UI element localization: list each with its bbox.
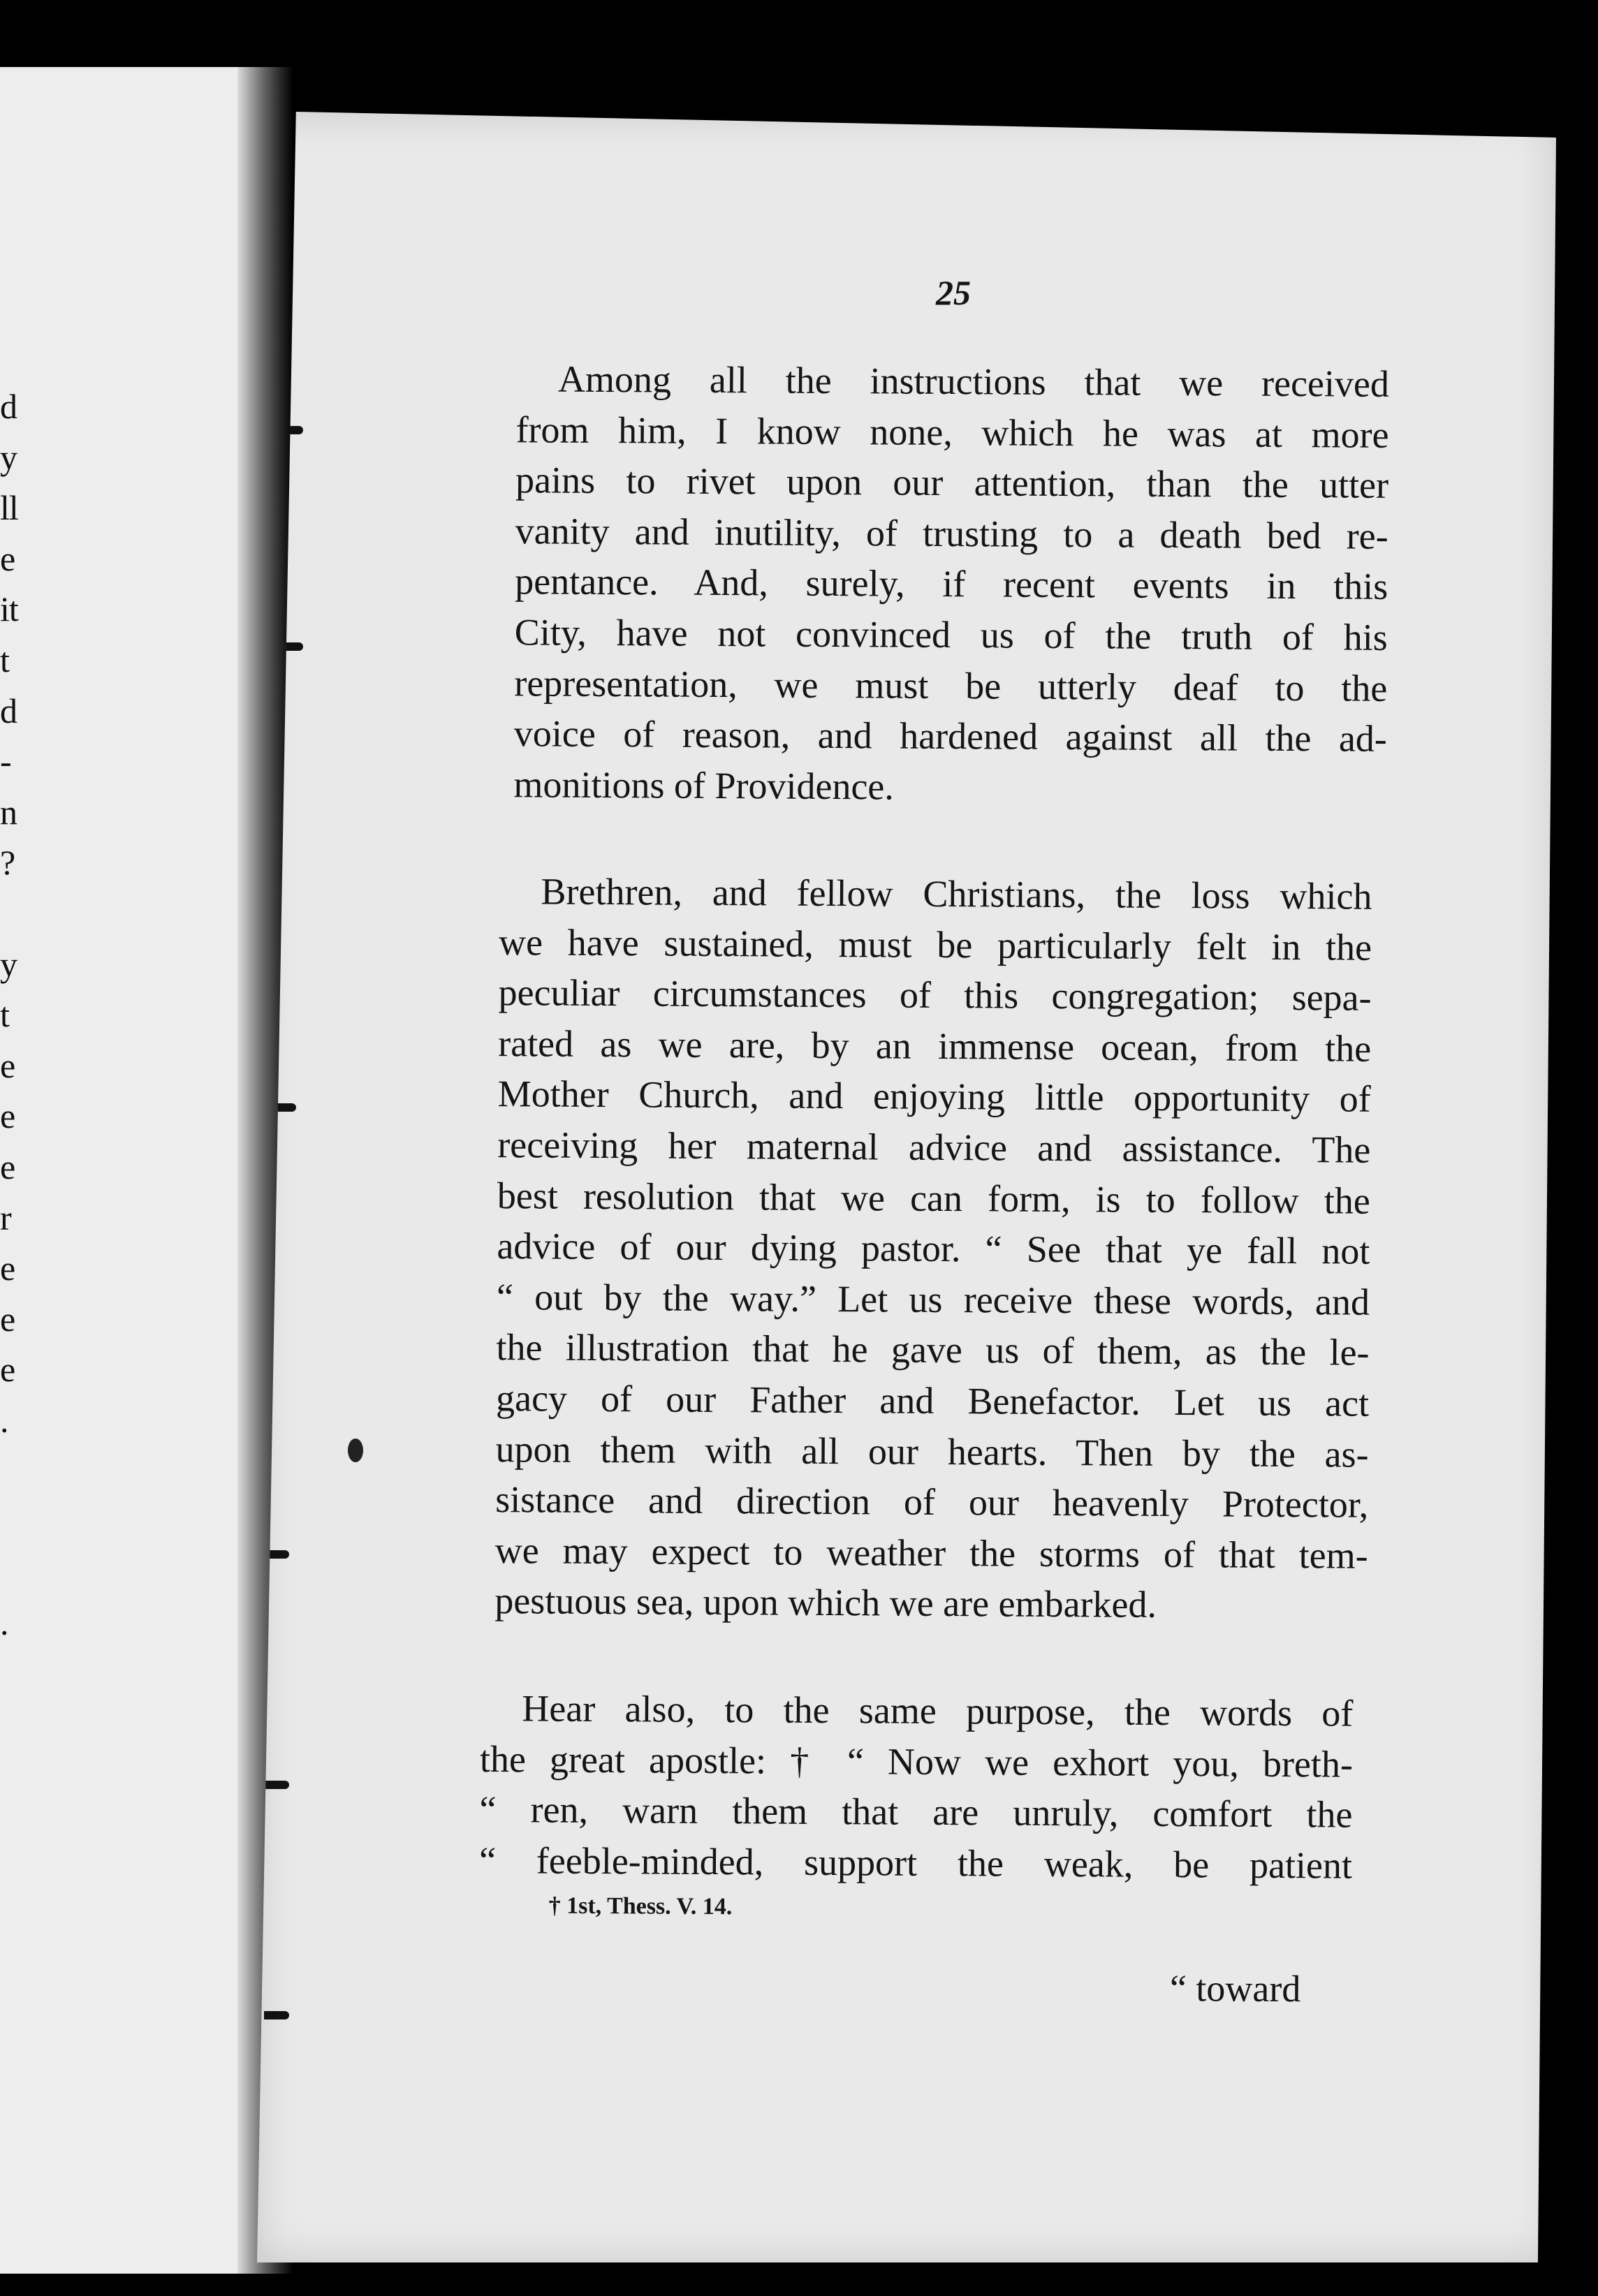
text-line: Brethren, and fellow Christians, the loss which bbox=[541, 870, 1372, 918]
text-line: best resolution that we can form, is to follow the bbox=[497, 1174, 1371, 1222]
text-line: voice of reason, and hardened against all the ad- bbox=[513, 712, 1388, 760]
cut-letter: it bbox=[0, 589, 18, 629]
paragraph bbox=[494, 866, 1372, 1632]
cut-letter: d bbox=[0, 691, 17, 730]
ink-speck bbox=[348, 1438, 363, 1462]
text-line: from him, I know none, which he was at more bbox=[515, 408, 1389, 456]
cut-letter bbox=[0, 1649, 28, 1700]
text-line: sistance and direction of our heavenly Protector, bbox=[495, 1478, 1369, 1526]
text-line: “ out by the way.” Let us receive these words, and bbox=[496, 1275, 1370, 1323]
text-line: Hear also, to the same purpose, the words of bbox=[522, 1687, 1354, 1735]
text-line: peculiar circumstances of this congregation; sepa- bbox=[498, 971, 1372, 1019]
cut-letter bbox=[0, 1699, 28, 1750]
paragraph bbox=[513, 353, 1389, 815]
cut-letter: e bbox=[0, 1249, 15, 1288]
text-line: pains to rivet upon our attention, than the utter bbox=[515, 459, 1389, 507]
cut-letter: t bbox=[0, 640, 9, 679]
cut-letter bbox=[0, 1750, 28, 1801]
text-line: we may expect to weather the storms of that tem- bbox=[494, 1529, 1368, 1577]
cut-letter bbox=[0, 1445, 28, 1496]
text-line: pentance. And, surely, if recent events in this bbox=[515, 560, 1388, 608]
cut-letter: e bbox=[0, 1045, 15, 1085]
cut-letter: e bbox=[0, 1299, 15, 1339]
text-line: upon them with all our hearts. Then by the as- bbox=[495, 1427, 1369, 1476]
cut-letter: t bbox=[0, 995, 9, 1035]
paragraph bbox=[479, 1683, 1354, 1891]
text-line: the great apostle: † “ Now we exhort you, breth- bbox=[479, 1737, 1354, 1786]
cut-letter: e bbox=[0, 1147, 15, 1186]
cut-letter: ? bbox=[0, 843, 15, 883]
text-line: receiving her maternal advice and assistance. The bbox=[497, 1124, 1371, 1171]
catchword: “ toward bbox=[1169, 1967, 1301, 2010]
text-line: the illustration that he gave us of them, as the le- bbox=[496, 1326, 1370, 1374]
left-page-cut-text bbox=[0, 381, 28, 1851]
text-line: Among all the instructions that we received bbox=[557, 358, 1390, 405]
text-line: advice of our dying pastor. “ See that ye fall not bbox=[497, 1225, 1370, 1272]
cut-letter: e bbox=[0, 1350, 15, 1390]
cut-letter bbox=[0, 1496, 28, 1547]
page-number: 25 bbox=[936, 273, 971, 312]
cut-letter: d bbox=[0, 387, 17, 426]
cut-letter: n bbox=[0, 792, 17, 832]
text-line: “ feeble-minded, support the weak, be patient bbox=[478, 1839, 1353, 1887]
cut-letter bbox=[0, 888, 28, 939]
text-line: we have sustained, must be particularly felt in the bbox=[498, 920, 1372, 969]
cut-letter: r bbox=[0, 1198, 11, 1237]
cut-letter bbox=[0, 1547, 28, 1598]
cut-letter: y bbox=[0, 437, 17, 477]
cut-letter: - bbox=[0, 742, 11, 781]
text-line: “ ren, warn them that are unruly, comfort the bbox=[479, 1788, 1353, 1836]
cut-letter: y bbox=[0, 944, 17, 984]
text-line: representation, we must be utterly deaf to the bbox=[514, 661, 1388, 709]
text-line: pestuous sea, upon which we are embarked. bbox=[494, 1580, 1157, 1626]
text-line: City, have not convinced us of the truth of his bbox=[514, 611, 1388, 658]
left-page-fragment bbox=[0, 67, 260, 2274]
cut-letter: . bbox=[0, 1400, 8, 1440]
cut-letter bbox=[0, 1801, 28, 1852]
text-line: vanity and inutility, of trusting to a death bed re- bbox=[515, 510, 1388, 557]
cut-letter: . bbox=[0, 1603, 8, 1643]
text-line: Mother Church, and enjoying little opportunity of bbox=[497, 1073, 1371, 1121]
cut-letter: ll bbox=[0, 488, 18, 528]
text-line: rated as we are, by an immense ocean, from the bbox=[498, 1022, 1372, 1070]
cut-letter: e bbox=[0, 538, 15, 578]
text-line: gacy of our Father and Benefactor. Let us act bbox=[495, 1377, 1370, 1425]
cut-letter: e bbox=[0, 1096, 15, 1136]
text-line: monitions of Providence. bbox=[513, 763, 895, 808]
footnote: † 1st, Thess. V. 14. bbox=[548, 1892, 733, 1920]
